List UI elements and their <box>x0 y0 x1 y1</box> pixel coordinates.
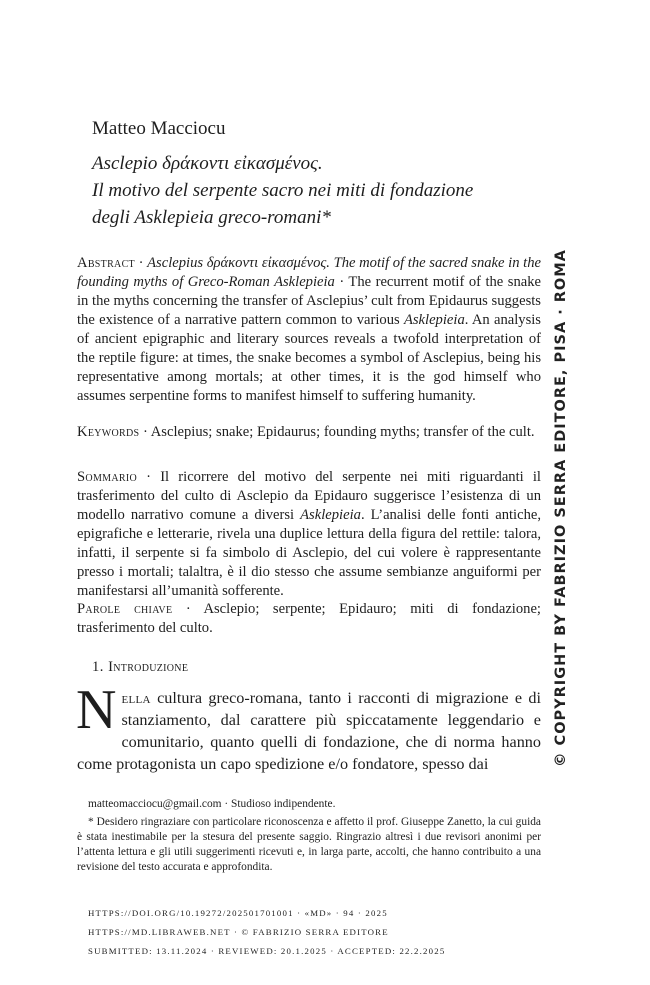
abstract-paragraph <box>77 254 541 406</box>
article-title <box>92 150 562 231</box>
opening-smallcaps: ella <box>121 689 151 707</box>
footnote-marker: * <box>88 816 94 828</box>
sommario-text-end: . L’analisi delle fonti antiche, epigrafiche e letterarie, rivela una duplice lettura della figura del rettile: talora, infatti, il serpente si fa simbolo di Asclepio, del cui volere è rappresentante presso i mortali; talaltra, è il dio stesso che assume sembianze anguiformi per manifestarsi all’umanità sofferente. <box>77 507 542 599</box>
author-name: Matteo Macciocu <box>92 118 226 139</box>
separator: · <box>134 255 148 271</box>
parole-chiave-text: Asclepio; serpente; Epidauro; miti di fondazione; trasferimento del culto. <box>77 601 541 636</box>
section-number: 1. <box>92 659 104 675</box>
abstract-text: The recurrent motif of the snake in the myths concerning the transfer of Asclepius’ cult from Epidaurus suggests the existence of a narrative pattern common to various <box>77 274 541 328</box>
keywords-text: Asclepius; snake; Epidaurus; founding myths; transfer of the cult. <box>150 424 535 440</box>
footnote-contact: matteomacciocu@gmail.com · Studioso indipendente. <box>88 798 336 810</box>
title-line-2: Il motivo del serpente sacro nei miti di fondazione <box>92 180 474 201</box>
footnote-text: Desidero ringraziare con particolare riconoscenza e affetto il prof. Giuseppe Zanetto, la cui guida è stata inestimabile per la stesura del presente saggio. Ringrazio altresì i due revisori anonimi per l’attenta lettura e gli utili suggerimenti ricevuti e, in larga parte, accolti, che hanno contribuito a una revisione del testo accurata e approfondita. <box>77 816 541 873</box>
separator: · <box>172 601 204 617</box>
copyright-watermark: © COPYRIGHT BY FABRIZIO SERRA EDITORE, PISA · ROMA <box>553 249 569 767</box>
title-line-1: Asclepio δράκοντι εἰκασμένος. <box>92 153 323 174</box>
drop-cap: N <box>76 679 117 741</box>
abstract-label: Abstract <box>77 255 135 271</box>
abstract-text-end: . An analysis of ancient epigraphic and literary sources reveals a twofold interpretation of the reptile figure: at times, the snake becomes a symbol of Asclepius, being his representative among mortals; at other times, it is the god himself who assumes serpentine forms to manifest himself to suffering humanity. <box>77 312 541 404</box>
sommario-paragraph <box>77 468 541 601</box>
footnote-acknowledgement <box>77 815 541 875</box>
doi-line: HTTPS://DOI.ORG/10.19272/202501701001 · «MD» · 94 · 2025 <box>88 908 388 918</box>
website-line: HTTPS://MD.LIBRAWEB.NET · © FABRIZIO SERRA EDITORE <box>88 927 389 937</box>
title-line-3: degli Asklepieia greco-romani* <box>92 207 331 228</box>
dates-line: SUBMITTED: 13.11.2024 · REVIEWED: 20.1.2025 · ACCEPTED: 22.2.2025 <box>88 946 446 956</box>
sommario-label: Sommario <box>77 469 137 485</box>
sommario-text: Il ricorrere del motivo del serpente nei miti riguardanti il trasferimento del culto di Asclepio da Epidauro suggerisce l’esistenza di un modello narrativo comune a diversi <box>77 469 541 523</box>
separator: · <box>334 274 349 290</box>
keywords-label: Keywords <box>77 424 140 440</box>
separator: · <box>139 424 151 440</box>
section-heading <box>92 659 188 676</box>
keywords-paragraph <box>77 423 541 442</box>
separator: · <box>136 469 161 485</box>
abstract-english-title: Asclepius δράκοντι εἰκασμένος. The motif of the sacred snake in the founding myths of Greco-Roman Asklepieia <box>77 255 541 290</box>
italic-term: Asklepieia <box>403 312 465 328</box>
body-text: cultura greco-romana, tanto i racconti di migrazione e di stanziamento, dal carattere più spiccatamente leggendario e comunitario, quanto quelli di fondazione, che di norma hanno come protagonista un capo spedizione e/o fondatore, spesso dai <box>77 689 541 773</box>
parole-chiave-label: Parole chiave <box>77 601 173 617</box>
parole-chiave-paragraph <box>77 600 541 638</box>
section-title: Introduzione <box>108 659 189 675</box>
body-paragraph <box>76 679 541 775</box>
italic-term: Asklepieia <box>300 507 361 523</box>
